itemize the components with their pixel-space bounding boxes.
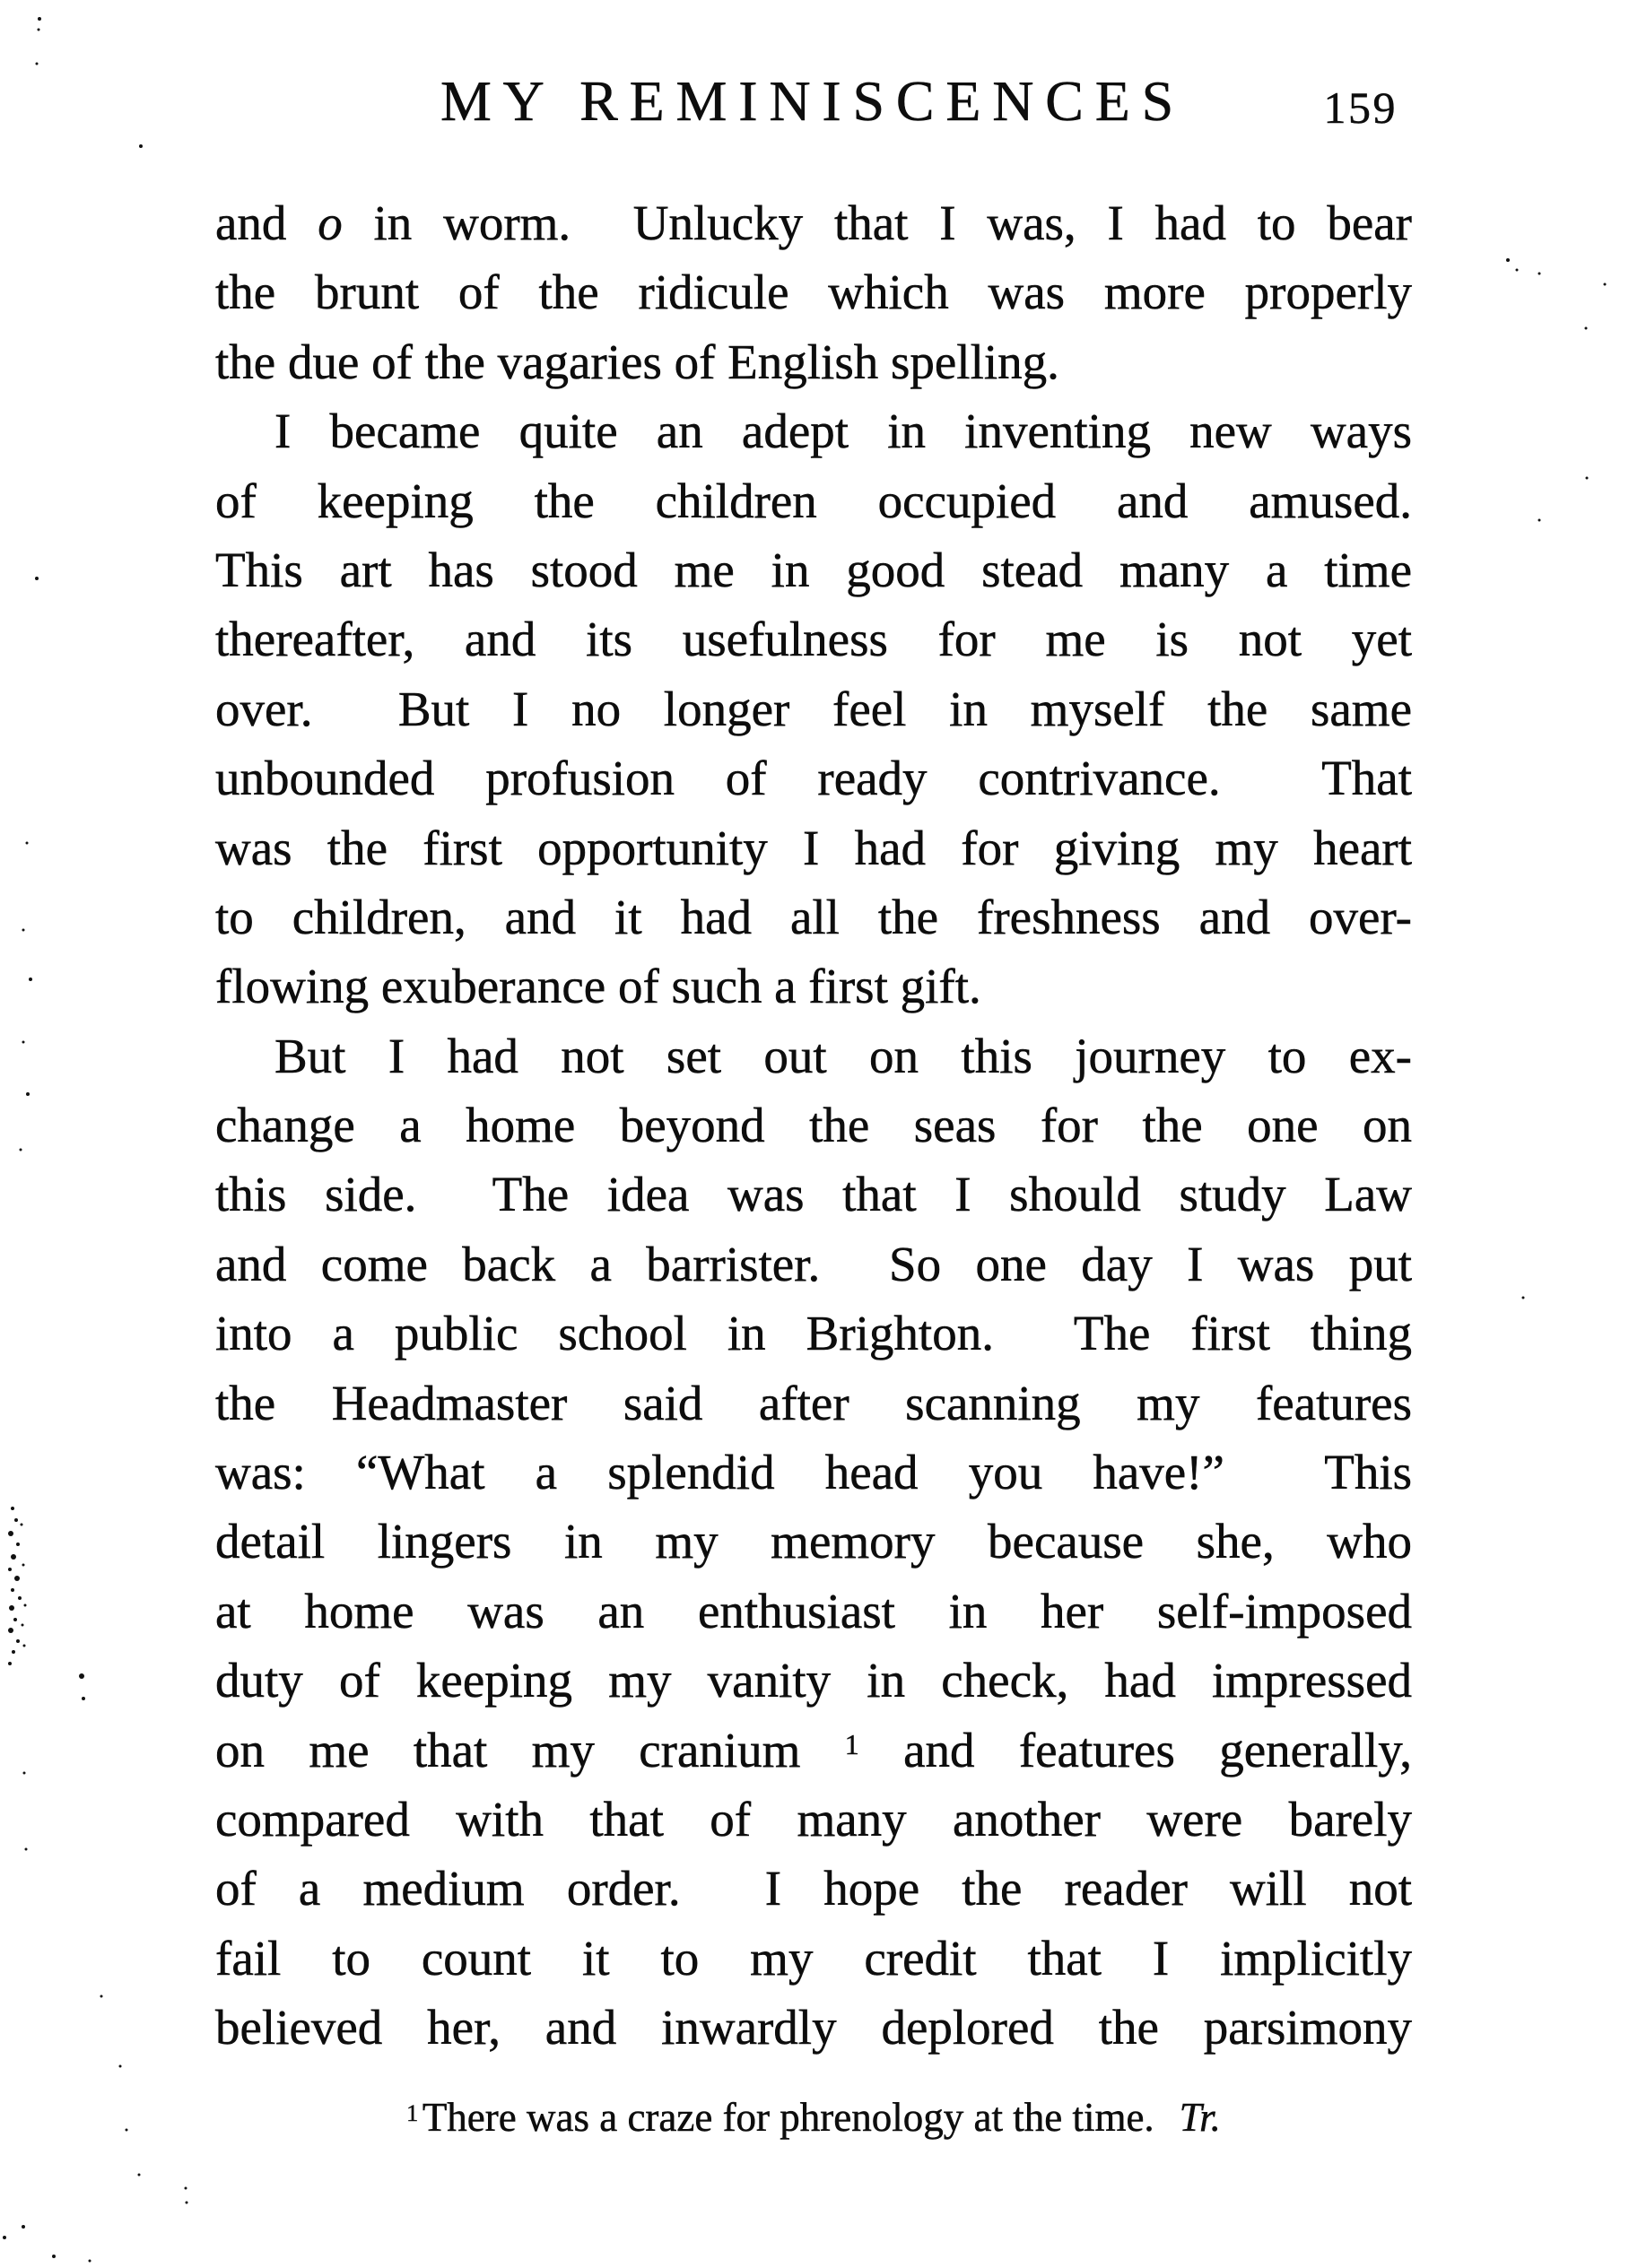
text-segment: the brunt of the ridicule which was more properly	[215, 265, 1412, 320]
text-segment: at home was an enthusiast in her self-imposed	[215, 1583, 1412, 1638]
body-line	[215, 1577, 1412, 1646]
footnote	[215, 2090, 1412, 2145]
footnote-marker: 1	[406, 2100, 419, 2127]
body-line	[215, 327, 1412, 396]
body-line	[215, 1369, 1412, 1438]
text-segment: of keeping the children occupied and amused.	[215, 473, 1412, 528]
text-segment: thereafter, and its usefulness for me is not yet	[215, 612, 1412, 667]
body-line	[215, 743, 1412, 812]
body-line	[215, 1299, 1412, 1368]
text-segment: unbounded profusion of ready contrivance. That	[215, 751, 1412, 806]
text-segment: flowing exuberance of such a first gift.	[215, 959, 981, 1014]
text-segment: to children, and it had all the freshness and over-	[215, 889, 1412, 944]
body-line	[215, 674, 1412, 743]
body-line	[215, 1507, 1412, 1576]
body-line	[215, 1160, 1412, 1229]
text-segment: the due of the vagaries of English spelling.	[215, 334, 1059, 389]
text-segment: and come back a barrister. So one day I was put	[215, 1236, 1412, 1291]
body-line	[215, 535, 1412, 604]
body-line	[215, 1021, 1412, 1091]
running-head-title: MY REMINISCENCES	[440, 69, 1186, 133]
footnote-text: There was a craze for phrenology at the time.	[422, 2095, 1154, 2140]
page-number: 159	[1323, 83, 1398, 133]
body-line	[215, 1091, 1412, 1160]
text-segment: this side. The idea was that I should study Law	[215, 1167, 1412, 1222]
text-segment: This art has stood me in good stead many a time	[215, 542, 1412, 597]
body-line	[215, 1993, 1412, 2062]
text-segment: in worm. Unlucky that I was, I had to bear	[342, 196, 1412, 250]
footnote-translator-initials: Tr.	[1179, 2095, 1221, 2140]
text-segment: But I had not set out on this journey to ex-	[274, 1028, 1412, 1083]
body-line	[215, 1646, 1412, 1715]
body-line	[215, 1438, 1412, 1507]
body-line	[215, 882, 1412, 952]
text-segment: change a home beyond the seas for the one on	[215, 1098, 1412, 1153]
body-line	[215, 257, 1412, 326]
body-line	[215, 952, 1412, 1021]
body-line	[215, 1924, 1412, 1993]
text-segment: compared with that of many another were barely	[215, 1791, 1412, 1847]
body-line	[215, 188, 1412, 257]
text-segment: duty of keeping my vanity in check, had impressed	[215, 1653, 1412, 1708]
text-segment: fail to count it to my credit that I implicitly	[215, 1930, 1412, 1986]
text-segment: believed her, and inwardly deplored the parsimony	[215, 2000, 1412, 2055]
body-line	[215, 1230, 1412, 1299]
text-segment: was the first opportunity I had for giving my heart	[215, 820, 1412, 875]
text-segment: over. But I no longer feel in myself the same	[215, 681, 1412, 736]
body-line	[215, 1854, 1412, 1923]
page-header	[0, 70, 1629, 133]
text-segment: detail lingers in my memory because she, who	[215, 1514, 1412, 1569]
text-segment: of a medium order. I hope the reader will not	[215, 1861, 1412, 1916]
body-text-column	[215, 188, 1412, 2063]
text-segment: and	[215, 196, 318, 250]
text-segment: into a public school in Brighton. The first thing	[215, 1306, 1412, 1361]
text-segment: the Headmaster said after scanning my features	[215, 1375, 1412, 1430]
text-segment: on me that my cranium	[215, 1722, 845, 1777]
footnote-reference: 1	[844, 1729, 859, 1761]
body-line	[215, 396, 1412, 465]
text-segment: was: “What a splendid head you have!” This	[215, 1445, 1412, 1500]
text-segment: I became quite an adept in inventing new ways	[274, 404, 1412, 459]
body-line	[215, 1785, 1412, 1854]
body-line	[215, 1716, 1412, 1785]
body-line	[215, 466, 1412, 535]
body-line	[215, 604, 1412, 673]
text-segment: o	[318, 196, 343, 250]
body-line	[215, 813, 1412, 882]
text-segment: and features generally,	[858, 1722, 1412, 1777]
